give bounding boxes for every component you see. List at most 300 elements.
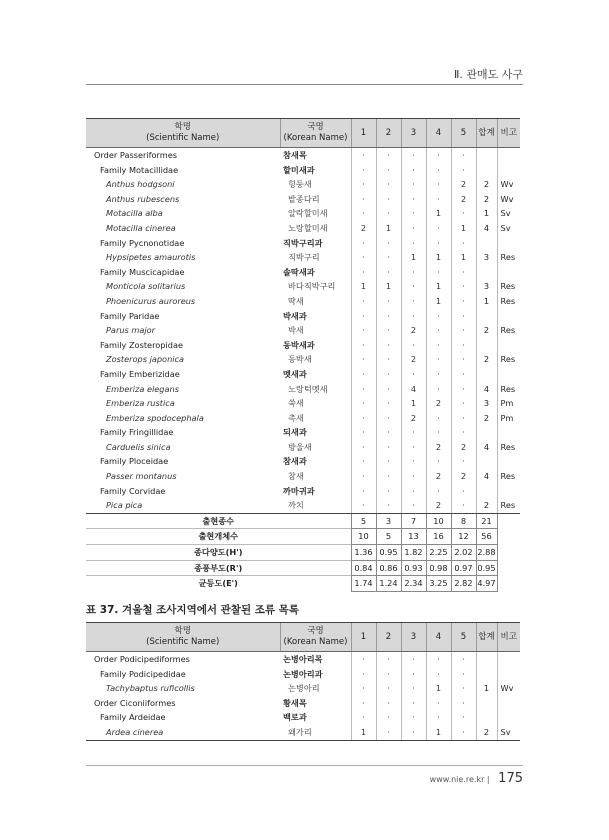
summary-value: 4.97	[476, 576, 497, 592]
site-1-count: ·	[351, 469, 376, 484]
total-count: 2	[476, 411, 497, 426]
summary-value: 2.02	[451, 545, 476, 561]
korean-name: 촉새	[288, 412, 304, 423]
total-count	[476, 148, 497, 163]
summary-label: 종다양도(H')	[86, 545, 351, 561]
site-5-count: ·	[451, 338, 476, 353]
table-row	[86, 367, 520, 382]
site-2-count: 1	[376, 221, 401, 236]
site-5-count: ·	[451, 396, 476, 411]
site-5-count: ·	[451, 382, 476, 397]
section-title: Ⅱ. 관매도 사구	[453, 68, 523, 81]
site-3-count: ·	[401, 667, 426, 682]
scientific-name: Pica pica	[86, 498, 280, 513]
site-5-count: ·	[451, 498, 476, 513]
site-5-header: 5	[451, 623, 476, 652]
summary-row	[86, 529, 520, 545]
site-4-count: ·	[426, 221, 451, 236]
total-count: 4	[476, 221, 497, 236]
remark	[497, 484, 520, 499]
remark: Wv	[497, 177, 520, 192]
total-header: 합계	[476, 623, 497, 652]
site-3-count: ·	[401, 440, 426, 455]
site-4-count: ·	[426, 265, 451, 280]
korean-name: 바다직박구리	[288, 281, 336, 292]
korean-name-header: 국명 (Korean Name)	[280, 623, 351, 652]
site-5-count: ·	[451, 294, 476, 309]
site-4-count: 2	[426, 498, 451, 513]
remark-header: 비고	[497, 623, 520, 652]
summary-value: 5	[376, 529, 401, 545]
site-2-count: ·	[376, 454, 401, 469]
total-count: 2	[476, 498, 497, 513]
site-1-count: ·	[351, 382, 376, 397]
table-row	[86, 352, 520, 367]
remark: Pm	[497, 411, 520, 426]
family-name: Family Emberizidae	[100, 368, 180, 379]
scientific-name: Emberiza rustica	[106, 398, 175, 409]
site-2-count: ·	[376, 309, 401, 324]
remark	[497, 425, 520, 440]
site-4-count: ·	[426, 411, 451, 426]
bird-table-2	[86, 622, 520, 741]
site-2-count: ·	[376, 206, 401, 221]
korean-name: 까마귀과	[283, 485, 315, 496]
total-count	[476, 367, 497, 382]
site-5-count: 2	[451, 177, 476, 192]
summary-value: 10	[351, 529, 376, 545]
total-count	[476, 710, 497, 725]
remark: Pm	[497, 396, 520, 411]
summary-value: 13	[401, 529, 426, 545]
site-2-count: ·	[376, 382, 401, 397]
site-3-count: ·	[401, 192, 426, 207]
summary-value: 7	[401, 513, 426, 529]
site-1-count: ·	[351, 454, 376, 469]
order-name: Order Podicipediformes	[94, 654, 190, 664]
table-row	[86, 192, 520, 207]
site-1-count: ·	[351, 338, 376, 353]
total-count	[476, 236, 497, 251]
order-name: Order Ciconiiformes	[94, 697, 176, 708]
scientific-name: Emberiza spodocephala	[106, 412, 204, 423]
family-name: Family Motacillidae	[100, 164, 179, 175]
table-row	[86, 163, 520, 178]
remark	[497, 236, 520, 251]
remark	[497, 148, 520, 163]
site-4-count: ·	[426, 484, 451, 499]
total-count: 4	[476, 440, 497, 455]
summary-value: 3.25	[426, 576, 451, 592]
family-name: Family Podicipedidae	[100, 668, 186, 679]
site-5-count: 1	[451, 250, 476, 265]
site-1-count: ·	[351, 681, 376, 696]
site-4-count: 2	[426, 396, 451, 411]
total-header: 합계	[476, 119, 497, 148]
korean-name: 방울새	[288, 441, 312, 452]
table-row	[86, 279, 520, 294]
site-5-count: ·	[451, 236, 476, 251]
total-count	[476, 652, 497, 667]
korean-name: 논병아리목	[283, 654, 323, 664]
korean-name: 멧새과	[283, 368, 307, 379]
korean-name: 쑥새	[288, 398, 304, 409]
site-3-count: 4	[401, 382, 426, 397]
site-2-count: ·	[376, 367, 401, 382]
summary-value: 0.95	[376, 545, 401, 561]
site-5-count: ·	[451, 367, 476, 382]
total-count: 3	[476, 279, 497, 294]
footer-url: www.nie.re.kr	[429, 775, 485, 784]
total-count: 1	[476, 294, 497, 309]
table-caption: 표 37. 겨울철 조사지역에서 관찰된 조류 목록	[86, 604, 299, 616]
korean-name: 딱새	[288, 295, 304, 306]
site-1-count: ·	[351, 367, 376, 382]
summary-value: 8	[451, 513, 476, 529]
korean-name: 밭종다리	[288, 193, 320, 204]
total-count	[476, 696, 497, 711]
table-row	[86, 411, 520, 426]
site-3-count: ·	[401, 484, 426, 499]
remark	[497, 309, 520, 324]
family-name: Family Ploceidae	[100, 456, 169, 467]
summary-label: 출현개체수	[86, 529, 351, 545]
remark	[497, 710, 520, 725]
summary-value: 2.88	[476, 545, 497, 561]
site-2-count: ·	[376, 425, 401, 440]
scientific-name: Motacilla alba	[106, 208, 163, 219]
total-count: 4	[476, 469, 497, 484]
table-header-row	[86, 623, 520, 652]
site-4-count: ·	[426, 236, 451, 251]
site-2-count: ·	[376, 323, 401, 338]
site-3-count: ·	[401, 309, 426, 324]
site-2-count: ·	[376, 469, 401, 484]
site-2-count: ·	[376, 681, 401, 696]
summary-value: 56	[476, 529, 497, 545]
total-count	[476, 338, 497, 353]
site-1-count: 2	[351, 221, 376, 236]
site-3-count: ·	[401, 294, 426, 309]
total-count: 1	[476, 681, 497, 696]
remark: Wv	[497, 192, 520, 207]
table-row	[86, 206, 520, 221]
site-2-count: ·	[376, 250, 401, 265]
summary-value: 0.95	[476, 560, 497, 576]
table-row	[86, 454, 520, 469]
site-1-count: ·	[351, 192, 376, 207]
site-5-count: ·	[451, 309, 476, 324]
site-3-header: 3	[401, 623, 426, 652]
site-1-count: ·	[351, 696, 376, 711]
site-4-count: ·	[426, 338, 451, 353]
site-1-count: ·	[351, 667, 376, 682]
remark: Res	[497, 279, 520, 294]
summary-blank	[497, 560, 520, 576]
total-count: 3	[476, 250, 497, 265]
site-3-count: ·	[401, 279, 426, 294]
site-5-count: ·	[451, 681, 476, 696]
footer-rule	[86, 765, 523, 766]
site-3-count: ·	[401, 725, 426, 740]
summary-value: 2.25	[426, 545, 451, 561]
total-count: 1	[476, 206, 497, 221]
summary-row	[86, 545, 520, 561]
site-2-count: ·	[376, 498, 401, 513]
total-count	[476, 163, 497, 178]
site-1-count: ·	[351, 294, 376, 309]
site-5-count: ·	[451, 725, 476, 740]
site-4-count: ·	[426, 652, 451, 667]
korean-name: 동박새과	[283, 339, 315, 350]
scientific-name: Emberiza elegans	[106, 383, 179, 394]
summary-row	[86, 513, 520, 529]
remark	[497, 367, 520, 382]
site-5-count: ·	[451, 425, 476, 440]
site-3-count: ·	[401, 177, 426, 192]
remark-header: 비고	[497, 119, 520, 148]
korean-name: 박새과	[283, 310, 307, 321]
site-4-count: ·	[426, 667, 451, 682]
remark: Res	[497, 440, 520, 455]
site-3-count: ·	[401, 696, 426, 711]
remark	[497, 696, 520, 711]
summary-value: 21	[476, 513, 497, 529]
site-1-count: ·	[351, 710, 376, 725]
site-2-count: ·	[376, 652, 401, 667]
site-4-count: ·	[426, 367, 451, 382]
family-name: Family Muscicapidae	[100, 266, 185, 277]
korean-name: 참새	[288, 471, 304, 482]
site-5-count: ·	[451, 652, 476, 667]
site-3-count: ·	[401, 469, 426, 484]
site-4-count: ·	[426, 710, 451, 725]
summary-label: 출현종수	[86, 513, 351, 529]
site-2-count: ·	[376, 667, 401, 682]
table-row	[86, 221, 520, 236]
korean-name: 까치	[280, 498, 351, 513]
korean-name: 직박구리	[288, 252, 320, 263]
table-row	[86, 294, 520, 309]
total-count	[476, 667, 497, 682]
site-1-count: ·	[351, 411, 376, 426]
footer	[430, 771, 523, 786]
remark: Res	[497, 498, 520, 513]
site-4-header: 4	[426, 623, 451, 652]
summary-value: 1.74	[351, 576, 376, 592]
site-5-count: ·	[451, 696, 476, 711]
site-4-count: ·	[426, 148, 451, 163]
site-1-count: ·	[351, 163, 376, 178]
site-2-count: ·	[376, 338, 401, 353]
remark	[497, 652, 520, 667]
site-3-count: 1	[401, 396, 426, 411]
site-4-count: 1	[426, 206, 451, 221]
summary-blank	[497, 576, 520, 592]
site-4-count: ·	[426, 163, 451, 178]
site-5-count: ·	[451, 352, 476, 367]
remark	[497, 454, 520, 469]
site-2-count: ·	[376, 236, 401, 251]
site-1-header: 1	[351, 119, 376, 148]
scientific-name: Phoenicurus auroreus	[106, 295, 196, 306]
site-1-count: ·	[351, 177, 376, 192]
order-name: Order Passeriformes	[94, 150, 178, 160]
site-2-count: ·	[376, 696, 401, 711]
total-count: 4	[476, 382, 497, 397]
site-3-count: 2	[401, 352, 426, 367]
summary-value: 2.34	[401, 576, 426, 592]
summary-label: 균등도(E')	[86, 576, 351, 592]
site-1-count: ·	[351, 498, 376, 513]
site-2-count: ·	[376, 352, 401, 367]
korean-name: 노랑턱멧새	[288, 383, 328, 394]
table-row	[86, 440, 520, 455]
site-4-count: ·	[426, 352, 451, 367]
site-2-count: ·	[376, 192, 401, 207]
korean-name: 직박구리과	[283, 237, 323, 248]
site-3-count: ·	[401, 206, 426, 221]
summary-value: 3	[376, 513, 401, 529]
site-3-count: 2	[401, 323, 426, 338]
total-count: 2	[476, 192, 497, 207]
site-4-count: ·	[426, 309, 451, 324]
table-row	[86, 250, 520, 265]
total-count	[476, 454, 497, 469]
site-2-count: ·	[376, 265, 401, 280]
korean-name: 할미새과	[283, 164, 315, 175]
site-5-count: ·	[451, 265, 476, 280]
site-1-count: ·	[351, 425, 376, 440]
site-3-count: ·	[401, 425, 426, 440]
remark: Wv	[497, 681, 520, 696]
summary-value: 0.93	[401, 560, 426, 576]
summary-label: 종풍부도(R')	[86, 560, 351, 576]
table-row	[86, 652, 520, 667]
site-5-count: 1	[451, 221, 476, 236]
site-4-count: 2	[426, 469, 451, 484]
total-count: 2	[476, 352, 497, 367]
site-1-count: ·	[351, 484, 376, 499]
site-4-count: ·	[426, 454, 451, 469]
site-2-header: 2	[376, 119, 401, 148]
remark: Sv	[497, 725, 520, 740]
site-4-count: ·	[426, 696, 451, 711]
site-3-count: ·	[401, 498, 426, 513]
site-5-count: ·	[451, 206, 476, 221]
header-rule	[86, 84, 523, 85]
site-3-count: 2	[401, 411, 426, 426]
remark	[497, 338, 520, 353]
footer-separator: |	[486, 775, 490, 784]
scientific-name: Carduelis sinica	[106, 441, 171, 452]
site-1-count: ·	[351, 352, 376, 367]
table-row	[86, 309, 520, 324]
site-5-count: ·	[451, 411, 476, 426]
site-4-count: ·	[426, 425, 451, 440]
remark	[497, 667, 520, 682]
site-3-count: ·	[401, 367, 426, 382]
table-header-row	[86, 119, 520, 148]
table-row	[86, 323, 520, 338]
site-5-count: 2	[451, 440, 476, 455]
total-count: 2	[476, 323, 497, 338]
korean-name: 백로과	[283, 712, 307, 723]
table-row	[86, 236, 520, 251]
site-5-count: ·	[451, 710, 476, 725]
site-5-count: ·	[451, 163, 476, 178]
summary-value: 0.97	[451, 560, 476, 576]
site-4-count: ·	[426, 192, 451, 207]
korean-name: 황새목	[283, 697, 307, 708]
remark: Res	[497, 469, 520, 484]
site-3-count: 1	[401, 250, 426, 265]
site-3-count: ·	[401, 681, 426, 696]
site-1-count: ·	[351, 440, 376, 455]
site-4-count: 1	[426, 250, 451, 265]
scientific-name: Tachybaptus ruficollis	[106, 683, 195, 694]
site-2-count: ·	[376, 177, 401, 192]
table-row	[86, 498, 520, 513]
bird-table-1	[86, 118, 520, 592]
sci-name-header: 학명 (Scientific Name)	[86, 623, 280, 652]
table-row	[86, 681, 520, 696]
summary-row	[86, 560, 520, 576]
site-4-count: ·	[426, 382, 451, 397]
site-1-count: ·	[351, 206, 376, 221]
site-1-count: ·	[351, 148, 376, 163]
site-3-count: ·	[401, 163, 426, 178]
site-2-header: 2	[376, 623, 401, 652]
site-2-count: ·	[376, 148, 401, 163]
korean-name: 박새	[288, 325, 304, 336]
scientific-name: Parus major	[106, 325, 156, 336]
korean-name: 되새과	[283, 427, 307, 438]
summary-value: 0.98	[426, 560, 451, 576]
korean-name: 힝둥새	[288, 179, 312, 190]
remark: Res	[497, 352, 520, 367]
total-count: 3	[476, 396, 497, 411]
site-1-count: ·	[351, 265, 376, 280]
site-5-count: ·	[451, 484, 476, 499]
remark: Sv	[497, 206, 520, 221]
site-3-header: 3	[401, 119, 426, 148]
total-count: 2	[476, 177, 497, 192]
scientific-name: Hypsipetes amaurotis	[106, 252, 196, 263]
site-3-count: ·	[401, 236, 426, 251]
site-2-count: ·	[376, 411, 401, 426]
summary-value: 0.84	[351, 560, 376, 576]
site-5-count: ·	[451, 323, 476, 338]
site-4-count: ·	[426, 177, 451, 192]
scientific-name: Ardea cinerea	[86, 725, 280, 740]
site-5-header: 5	[451, 119, 476, 148]
site-1-header: 1	[351, 623, 376, 652]
site-2-count: ·	[376, 163, 401, 178]
summary-value: 1.82	[401, 545, 426, 561]
summary-value: 0.86	[376, 560, 401, 576]
page-number: 175	[498, 771, 523, 786]
site-5-count: ·	[451, 279, 476, 294]
table-row	[86, 338, 520, 353]
site-3-count: ·	[401, 454, 426, 469]
korean-name: 참새과	[283, 456, 307, 467]
family-name: Family Zosteropidae	[100, 339, 183, 350]
scientific-name: Zosterops japonica	[106, 354, 185, 365]
site-4-count: 1	[426, 725, 451, 740]
scientific-name: Motacilla cinerea	[106, 222, 176, 233]
summary-value: 5	[351, 513, 376, 529]
